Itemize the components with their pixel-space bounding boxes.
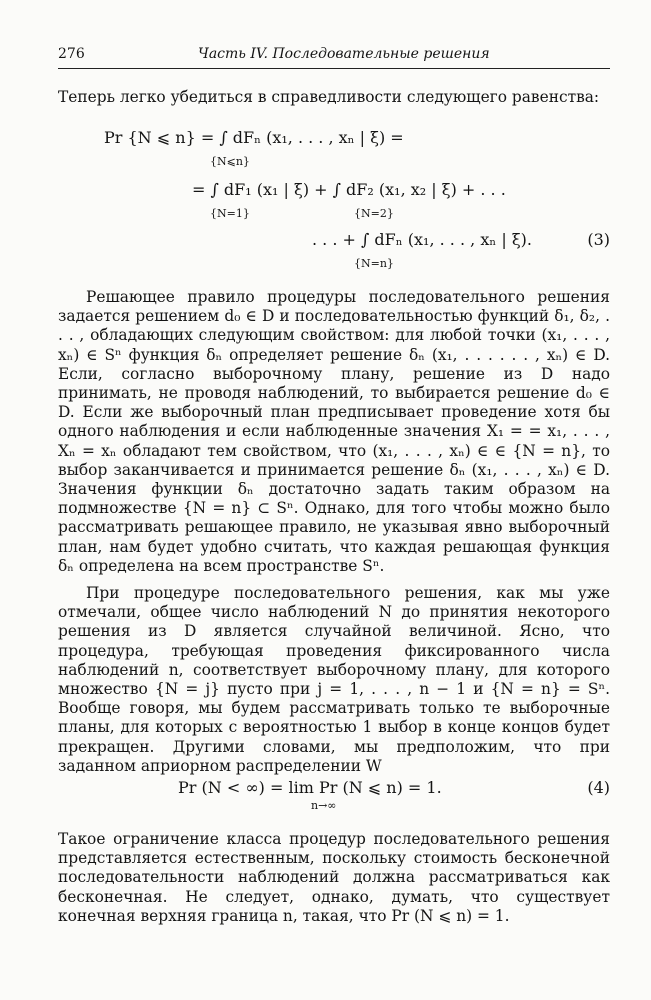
intro-sentence: Теперь легко убедиться в справедливости следующего равенства: [58, 88, 600, 106]
paragraph-sampling-plan: При процедуре последовательного решения, как мы уже отмечали, общее число наблюдений N до принятия некоторого решения из D является случайной величиной. Ясно, что процедура, требующая проведения фиксированного числа наблюдений n, соответствует выборочному плану, для которого множество {N = j} пусто при j = 1, . . . , n − 1 и {N = n} = Sⁿ. Вообще говоря, мы будем рассматривать только те выборочные планы, для которых с вероятностью 1 выбор в конце концов будет прекращен. Другими словами, мы предположим, что при заданном априорном распределении W [58, 584, 610, 775]
running-title: Часть IV. Последовательные решения [198, 46, 490, 62]
running-header [58, 46, 610, 68]
equation-3-line-1: Pr {N ⩽ n} = ∫ dFₙ (x₁, . . . , xₙ | ξ) = [104, 128, 404, 147]
equation-4-number: (4) [587, 778, 610, 797]
equation-3-limit-3: {N=n} [354, 257, 394, 270]
equation-3-limit-2b: {N=2} [354, 207, 394, 220]
paragraph-decision-rule: Решающее правило процедуры последовательного решения задается решением d₀ ∈ D и последовательностью функций δ₁, δ₂, . . . , обладающих следующим свойством: для любой точки (x₁, . . . , xₙ) ∈ Sⁿ функция δₙ определяет решение δₙ (x₁, . . . . . . , xₙ) ∈ D. Если, согласно выборочному плану, решение из D надо принимать, не проводя наблюдений, то выбирается решение d₀ ∈ D. Если же выборочный план предписывает проведение хотя бы одного наблюдения и если наблюденные значения X₁ = = x₁, . . . , Xₙ = xₙ обладают тем свойством, что (x₁, . . . , xₙ) ∈ ∈ {N = n}, то выбор заканчивается и принимается решение δₙ (x₁, . . . , xₙ) ∈ D. Значения функции δₙ достаточно задать таким образом на подмножестве {N = n} ⊂ Sⁿ. Однако, для того чтобы можно было рассматривать решающее правило, не указывая явно выборочный план, нам будет удобно считать, что каждая решающая функция δₙ определена на всем пространстве Sⁿ. [58, 288, 610, 575]
equation-4: Pr (N < ∞) = lim Pr (N ⩽ n) = 1. [178, 778, 442, 797]
header-rule [58, 68, 610, 69]
paragraph-restriction: Такое ограничение класса процедур последовательного решения представляется естественным, поскольку стоимость бесконечной последовательности наблюдений должна рассматриваться как бесконечная. Не следует, однако, думать, что существует конечная верхняя граница n, такая, что Pr (N ⩽ n) = 1. [58, 830, 610, 925]
equation-3-line-2: = ∫ dF₁ (x₁ | ξ) + ∫ dF₂ (x₁, x₂ | ξ) + . . . [192, 180, 506, 199]
equation-3-number: (3) [587, 230, 610, 249]
equation-4-limit: n→∞ [311, 799, 337, 812]
book-page [58, 0, 610, 1000]
equation-3-line-3: . . . + ∫ dFₙ (x₁, . . . , xₙ | ξ). [312, 230, 532, 249]
equation-3-limit-1: {N⩽n} [210, 155, 250, 168]
page-number: 276 [58, 46, 85, 62]
equation-3-limit-2a: {N=1} [210, 207, 250, 220]
